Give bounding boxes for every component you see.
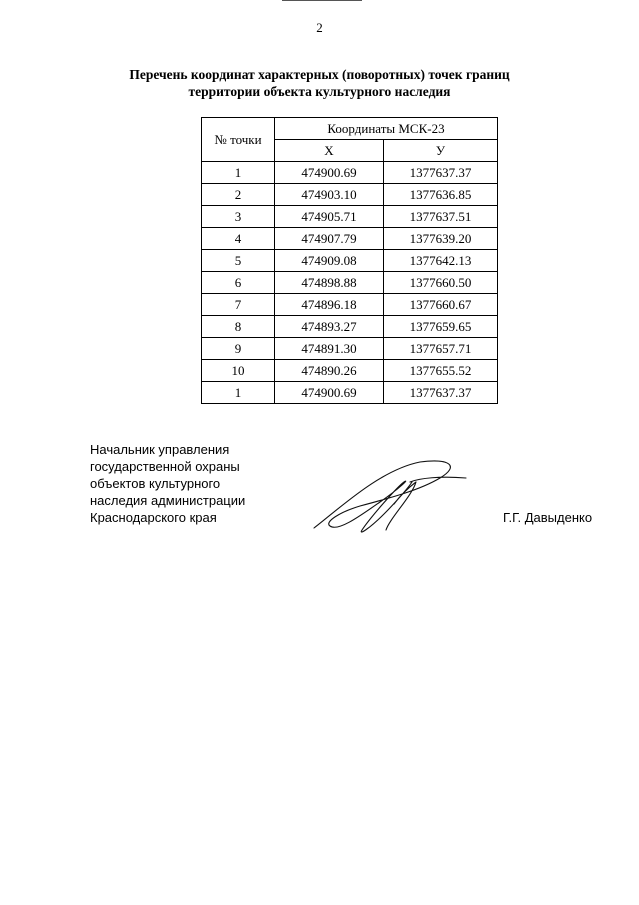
title-line-1: Перечень координат характерных (поворотных) точек границ	[129, 67, 510, 82]
cell-x: 474893.27	[275, 316, 384, 338]
cell-point-number: 1	[202, 162, 275, 184]
cell-x: 474891.30	[275, 338, 384, 360]
cell-x: 474900.69	[275, 382, 384, 404]
header-point-number: № точки	[202, 118, 275, 162]
page-number: 2	[316, 20, 323, 35]
cell-point-number: 6	[202, 272, 275, 294]
cell-point-number: 5	[202, 250, 275, 272]
cell-x: 474903.10	[275, 184, 384, 206]
position-line: государственной охраны	[90, 459, 240, 474]
title-line-2: территории объекта культурного наследия	[188, 84, 451, 99]
position-line: Краснодарского края	[90, 510, 217, 525]
cell-y: 1377639.20	[384, 228, 498, 250]
cell-x: 474909.08	[275, 250, 384, 272]
table-row	[202, 382, 498, 404]
document-title	[60, 66, 579, 100]
cell-y: 1377642.13	[384, 250, 498, 272]
header-coordinates-group: Координаты МСК-23	[275, 118, 498, 140]
signatory-position	[90, 441, 245, 526]
cell-point-number: 7	[202, 294, 275, 316]
cell-x: 474907.79	[275, 228, 384, 250]
cell-x: 474898.88	[275, 272, 384, 294]
cell-y: 1377637.51	[384, 206, 498, 228]
handwritten-signature	[300, 452, 470, 542]
cell-point-number: 4	[202, 228, 275, 250]
header-x: Х	[275, 140, 384, 162]
cell-x: 474900.69	[275, 162, 384, 184]
signatory-name: Г.Г. Давыденко	[503, 510, 593, 525]
cell-y: 1377659.65	[384, 316, 498, 338]
cell-y: 1377637.37	[384, 382, 498, 404]
table-row	[202, 250, 498, 272]
cell-x: 474896.18	[275, 294, 384, 316]
table-header-row	[202, 118, 498, 140]
table-row	[202, 162, 498, 184]
cell-y: 1377657.71	[384, 338, 498, 360]
cell-point-number: 10	[202, 360, 275, 382]
table-row	[202, 316, 498, 338]
position-line: объектов культурного	[90, 476, 221, 491]
table-row	[202, 360, 498, 382]
table-row	[202, 294, 498, 316]
table-row	[202, 228, 498, 250]
cell-point-number: 9	[202, 338, 275, 360]
cell-point-number: 2	[202, 184, 275, 206]
table-body	[202, 162, 498, 404]
top-rule	[282, 0, 362, 1]
cell-x: 474905.71	[275, 206, 384, 228]
cell-point-number: 1	[202, 382, 275, 404]
header-y: У	[384, 140, 498, 162]
position-line: наследия администрации	[90, 493, 246, 508]
cell-x: 474890.26	[275, 360, 384, 382]
table-row	[202, 338, 498, 360]
cell-y: 1377660.50	[384, 272, 498, 294]
cell-y: 1377637.37	[384, 162, 498, 184]
table-row	[202, 272, 498, 294]
cell-point-number: 8	[202, 316, 275, 338]
position-line: Начальник управления	[90, 442, 230, 457]
table-row	[202, 206, 498, 228]
coordinates-table	[201, 117, 498, 404]
cell-y: 1377636.85	[384, 184, 498, 206]
cell-y: 1377660.67	[384, 294, 498, 316]
table-row	[202, 184, 498, 206]
cell-point-number: 3	[202, 206, 275, 228]
cell-y: 1377655.52	[384, 360, 498, 382]
